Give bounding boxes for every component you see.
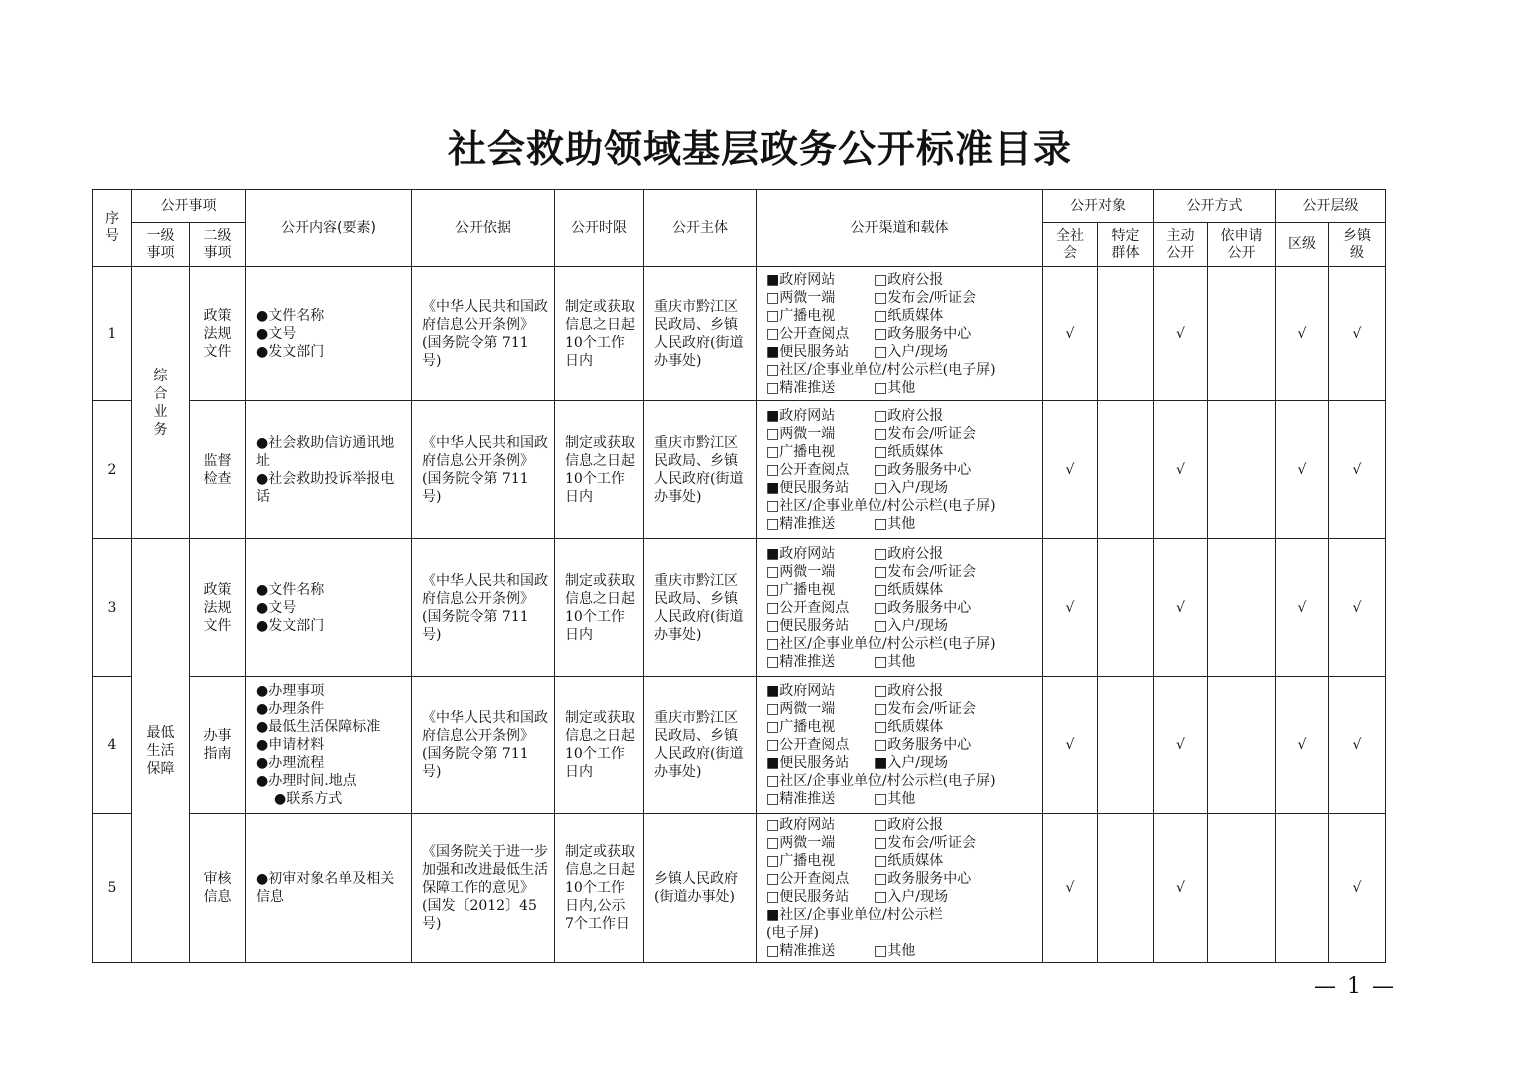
cell-content [246, 267, 412, 401]
basis-text: 《中华人民共和国政府信息公开条例》(国务院令第 711 号) [422, 298, 548, 369]
check-request [1208, 677, 1276, 814]
channel-line [766, 870, 1038, 888]
check-town: √ [1329, 267, 1386, 401]
content-item: ●办理时间.地点 [256, 773, 357, 789]
content-item: ●办理条件 [256, 701, 325, 717]
channel-option: □公开查阅点 [766, 599, 850, 616]
channel-line [766, 307, 1038, 325]
table-row [93, 267, 1386, 401]
channel-line [766, 816, 1038, 834]
channel-line [766, 682, 1038, 700]
subject-text: 重庆市黔江区民政局、乡镇人民政府(街道办事处) [654, 434, 744, 505]
channel-option: □其他 [874, 791, 916, 807]
check-all: √ [1043, 267, 1098, 401]
channel-line [766, 379, 1038, 397]
level2-label: 监督检查 [203, 452, 232, 487]
content-item: ●文号 [256, 599, 297, 616]
cell-seq: 3 [93, 539, 132, 677]
channel-option: □公开查阅点 [766, 461, 850, 478]
channel-line [766, 361, 1038, 379]
level2-label: 审核信息 [203, 871, 232, 905]
check-all: √ [1043, 539, 1098, 677]
channel-option: □政务服务中心 [874, 461, 972, 478]
channel-list [757, 545, 1042, 671]
basis-text: 《中华人民共和国政府信息公开条例》(国务院令第 711 号) [422, 572, 548, 643]
channel-option: □发布会/听证会 [874, 563, 976, 580]
header-channel: 公开渠道和载体 [757, 190, 1043, 267]
check-all: √ [1043, 677, 1098, 814]
cell-basis [412, 677, 555, 814]
channel-option: □入户/现场 [874, 889, 948, 905]
content-item: ●联系方式 [274, 791, 343, 807]
subject-text: 重庆市黔江区民政局、乡镇人民政府(街道办事处) [654, 298, 744, 369]
cell-subject [644, 539, 757, 677]
channel-line [766, 653, 1038, 671]
header-target-all: 全社会 [1043, 223, 1098, 267]
cell-content [246, 814, 412, 963]
channel-option: □公开查阅点 [766, 737, 850, 753]
table-row [93, 814, 1386, 963]
cell-basis [412, 814, 555, 963]
channel-option: □发布会/听证会 [874, 835, 976, 851]
channel-option: □社区/企事业单位/村公示栏(电子屏) [766, 635, 996, 652]
catalog-table [92, 189, 1386, 963]
channel-line [766, 700, 1038, 718]
channel-option: □政府公报 [874, 545, 944, 562]
channel-option: ■政府网站 [766, 545, 836, 562]
header-content: 公开内容(要素) [246, 190, 412, 267]
channel-line [766, 425, 1038, 443]
channel-option: □广播电视 [766, 853, 836, 869]
channel-option: □发布会/听证会 [874, 701, 976, 717]
channel-option: □精准推送 [766, 379, 836, 396]
check-active: √ [1154, 814, 1208, 963]
channel-option: □广播电视 [766, 581, 836, 598]
check-district: √ [1276, 401, 1329, 539]
cell-content [246, 677, 412, 814]
cell-basis [412, 267, 555, 401]
header-seq: 序号 [93, 190, 132, 267]
channel-line [766, 790, 1038, 808]
check-town: √ [1329, 814, 1386, 963]
check-active: √ [1154, 539, 1208, 677]
channel-option: □便民服务站 [766, 617, 850, 634]
page-number: — 1 — [1314, 974, 1396, 999]
time-text: 制定或获取信息之日起10个工作日内 [565, 298, 635, 369]
cell-time [555, 814, 644, 963]
channel-option: □广播电视 [766, 719, 836, 735]
check-group [1098, 267, 1154, 401]
content-item: ●文件名称 [256, 581, 325, 598]
header-time: 公开时限 [555, 190, 644, 267]
page-title: 社会救助领域基层政务公开标准目录 [447, 126, 1072, 171]
check-all: √ [1043, 401, 1098, 539]
time-text: 制定或获取信息之日起10个工作日内 [565, 572, 635, 643]
check-district: √ [1276, 267, 1329, 401]
check-request [1208, 267, 1276, 401]
channel-list [757, 682, 1042, 808]
check-active: √ [1154, 677, 1208, 814]
channel-line [766, 497, 1038, 515]
check-group [1098, 539, 1154, 677]
channel-option: □政务服务中心 [874, 325, 972, 342]
channel-option: □两微一端 [766, 425, 836, 442]
cell-basis [412, 401, 555, 539]
level2-label: 办事指南 [203, 728, 232, 762]
channel-option: ■便民服务站 [766, 755, 850, 771]
check-town: √ [1329, 677, 1386, 814]
channel-option: □纸质媒体 [874, 443, 944, 460]
cell-level2 [190, 401, 246, 539]
channel-option: □公开查阅点 [766, 871, 850, 887]
channel-option: □广播电视 [766, 443, 836, 460]
channel-option: □其他 [874, 943, 916, 959]
check-district: √ [1276, 539, 1329, 677]
cell-time [555, 677, 644, 814]
cell-seq: 2 [93, 401, 132, 539]
table-row [93, 401, 1386, 539]
channel-line [766, 635, 1038, 653]
check-group [1098, 677, 1154, 814]
channel-line [766, 754, 1038, 772]
cell-time [555, 267, 644, 401]
content-item: ●社会救助投诉举报电话 [256, 470, 395, 505]
table-row [93, 677, 1386, 814]
channel-option: (电子屏) [766, 925, 819, 941]
subject-text: 重庆市黔江区民政局、乡镇人民政府(街道办事处) [654, 710, 744, 780]
channel-option: □两微一端 [766, 835, 836, 851]
channel-line [766, 942, 1038, 960]
cell-subject [644, 267, 757, 401]
cell-level2 [190, 267, 246, 401]
level2-label: 政策法规文件 [203, 581, 232, 634]
channel-option: □社区/企事业单位/村公示栏(电子屏) [766, 361, 996, 378]
check-group [1098, 401, 1154, 539]
channel-option: □两微一端 [766, 289, 836, 306]
header-level2: 二级事项 [190, 223, 246, 267]
content-list [246, 434, 411, 506]
header-method-active: 主动公开 [1154, 223, 1208, 267]
time-text: 制定或获取信息之日起10个工作日内,公示 7个工作日 [565, 844, 635, 932]
cell-level2 [190, 677, 246, 814]
channel-option: □政府公报 [874, 817, 944, 833]
channel-option: □入户/现场 [874, 343, 948, 360]
channel-option: □入户/现场 [874, 617, 948, 634]
channel-option: □发布会/听证会 [874, 425, 976, 442]
channel-line [766, 888, 1038, 906]
channel-option: □其他 [874, 379, 916, 396]
channel-line [766, 736, 1038, 754]
content-item: ●申请材料 [256, 737, 325, 753]
header-subject: 公开主体 [644, 190, 757, 267]
cell-subject [644, 401, 757, 539]
cell-seq: 5 [93, 814, 132, 963]
channel-option: □其他 [874, 653, 916, 670]
channel-line [766, 581, 1038, 599]
check-town: √ [1329, 401, 1386, 539]
channel-option: □政府网站 [766, 817, 836, 833]
check-town: √ [1329, 539, 1386, 677]
check-all: √ [1043, 814, 1098, 963]
header-level-district: 区级 [1276, 223, 1329, 267]
content-item: ●办理事项 [256, 683, 325, 699]
channel-option: □社区/企事业单位/村公示栏(电子屏) [766, 497, 996, 514]
content-item: ●最低生活保障标准 [256, 719, 381, 735]
cell-time [555, 401, 644, 539]
channel-line [766, 563, 1038, 581]
channel-line [766, 343, 1038, 361]
channel-line [766, 515, 1038, 533]
channel-option: ■政府网站 [766, 407, 836, 424]
channel-line [766, 924, 1038, 942]
channel-line [766, 461, 1038, 479]
cell-channels [757, 267, 1043, 401]
content-list [246, 307, 411, 361]
content-item: ●文件名称 [256, 307, 325, 324]
content-list [246, 870, 411, 906]
basis-text: 《中华人民共和国政府信息公开条例》(国务院令第 711 号) [422, 710, 548, 780]
content-item: ●办理流程 [256, 755, 325, 771]
channel-line [766, 545, 1038, 563]
channel-line [766, 599, 1038, 617]
channel-option: □其他 [874, 515, 916, 532]
channel-line [766, 718, 1038, 736]
check-request [1208, 814, 1276, 963]
check-group [1098, 814, 1154, 963]
cell-level1 [132, 539, 190, 963]
channel-list [757, 271, 1042, 397]
check-active: √ [1154, 267, 1208, 401]
channel-option: ■入户/现场 [874, 755, 948, 771]
basis-text: 《国务院关于进一步加强和改进最低生活保障工作的意见》(国发〔2012〕45 号) [422, 844, 548, 932]
channel-line [766, 407, 1038, 425]
channel-option: ■便民服务站 [766, 479, 850, 496]
time-text: 制定或获取信息之日起10个工作日内 [565, 710, 635, 780]
channel-option: □政府公报 [874, 407, 944, 424]
cell-seq: 4 [93, 677, 132, 814]
content-item: ●发文部门 [256, 343, 325, 360]
channel-line [766, 852, 1038, 870]
channel-option: ■政府网站 [766, 683, 836, 699]
content-list [246, 581, 411, 635]
content-item: ●社会救助信访通讯地址 [256, 434, 395, 469]
channel-line [766, 443, 1038, 461]
channel-line [766, 325, 1038, 343]
cell-subject [644, 677, 757, 814]
channel-line [766, 834, 1038, 852]
cell-level2 [190, 539, 246, 677]
channel-line [766, 479, 1038, 497]
channel-option: ■社区/企事业单位/村公示栏 [766, 907, 943, 923]
table-row [93, 539, 1386, 677]
channel-option: □精准推送 [766, 791, 836, 807]
check-request [1208, 539, 1276, 677]
channel-option: □精准推送 [766, 653, 836, 670]
channel-option: □发布会/听证会 [874, 289, 976, 306]
channel-option: □精准推送 [766, 943, 836, 959]
time-text: 制定或获取信息之日起10个工作日内 [565, 434, 635, 505]
content-list [246, 682, 411, 808]
channel-option: □政府公报 [874, 271, 944, 288]
channel-line [766, 906, 1038, 924]
subject-text: 重庆市黔江区民政局、乡镇人民政府(街道办事处) [654, 572, 744, 643]
channel-list [757, 816, 1042, 960]
content-item: ●初审对象名单及相关信息 [256, 871, 395, 905]
channel-option: □便民服务站 [766, 889, 850, 905]
level1-label: 综合业务 [153, 367, 168, 438]
cell-channels [757, 677, 1043, 814]
channel-option: □纸质媒体 [874, 581, 944, 598]
channel-option: □政务服务中心 [874, 871, 972, 887]
channel-option: □精准推送 [766, 515, 836, 532]
channel-option: □政府公报 [874, 683, 944, 699]
cell-subject [644, 814, 757, 963]
header-items: 公开事项 [132, 190, 246, 223]
channel-option: □两微一端 [766, 563, 836, 580]
basis-text: 《中华人民共和国政府信息公开条例》(国务院令第 711 号) [422, 434, 548, 505]
cell-channels [757, 401, 1043, 539]
check-active: √ [1154, 401, 1208, 539]
header-level-town: 乡镇级 [1329, 223, 1386, 267]
channel-option: □纸质媒体 [874, 853, 944, 869]
header-level1: 一级事项 [132, 223, 190, 267]
channel-option: □政务服务中心 [874, 737, 972, 753]
check-district [1276, 814, 1329, 963]
cell-seq: 1 [93, 267, 132, 401]
channel-line [766, 772, 1038, 790]
channel-option: □广播电视 [766, 307, 836, 324]
channel-line [766, 617, 1038, 635]
channel-line [766, 271, 1038, 289]
check-request [1208, 401, 1276, 539]
cell-time [555, 539, 644, 677]
header-basis: 公开依据 [412, 190, 555, 267]
cell-content [246, 539, 412, 677]
channel-option: ■政府网站 [766, 271, 836, 288]
content-item: ●发文部门 [256, 617, 325, 634]
cell-level2 [190, 814, 246, 963]
channel-option: ■便民服务站 [766, 343, 850, 360]
level2-label: 政策法规文件 [203, 307, 232, 360]
channel-option: □政务服务中心 [874, 599, 972, 616]
channel-option: □公开查阅点 [766, 325, 850, 342]
subject-text: 乡镇人民政府(街道办事处) [654, 871, 738, 905]
cell-basis [412, 539, 555, 677]
header-target: 公开对象 [1043, 190, 1154, 223]
header-method: 公开方式 [1154, 190, 1276, 223]
cell-channels [757, 814, 1043, 963]
content-item: ●文号 [256, 325, 297, 342]
level1-label: 最低生活保障 [146, 724, 175, 777]
channel-option: □两微一端 [766, 701, 836, 717]
header-method-request: 依申请公开 [1208, 223, 1276, 267]
header-target-group: 特定群体 [1098, 223, 1154, 267]
channel-option: □纸质媒体 [874, 719, 944, 735]
channel-option: □社区/企事业单位/村公示栏(电子屏) [766, 773, 996, 789]
channel-list [757, 407, 1042, 533]
channel-line [766, 289, 1038, 307]
cell-content [246, 401, 412, 539]
cell-level1 [132, 267, 190, 539]
channel-option: □纸质媒体 [874, 307, 944, 324]
check-district: √ [1276, 677, 1329, 814]
cell-channels [757, 539, 1043, 677]
header-level: 公开层级 [1276, 190, 1386, 223]
channel-option: □入户/现场 [874, 479, 948, 496]
